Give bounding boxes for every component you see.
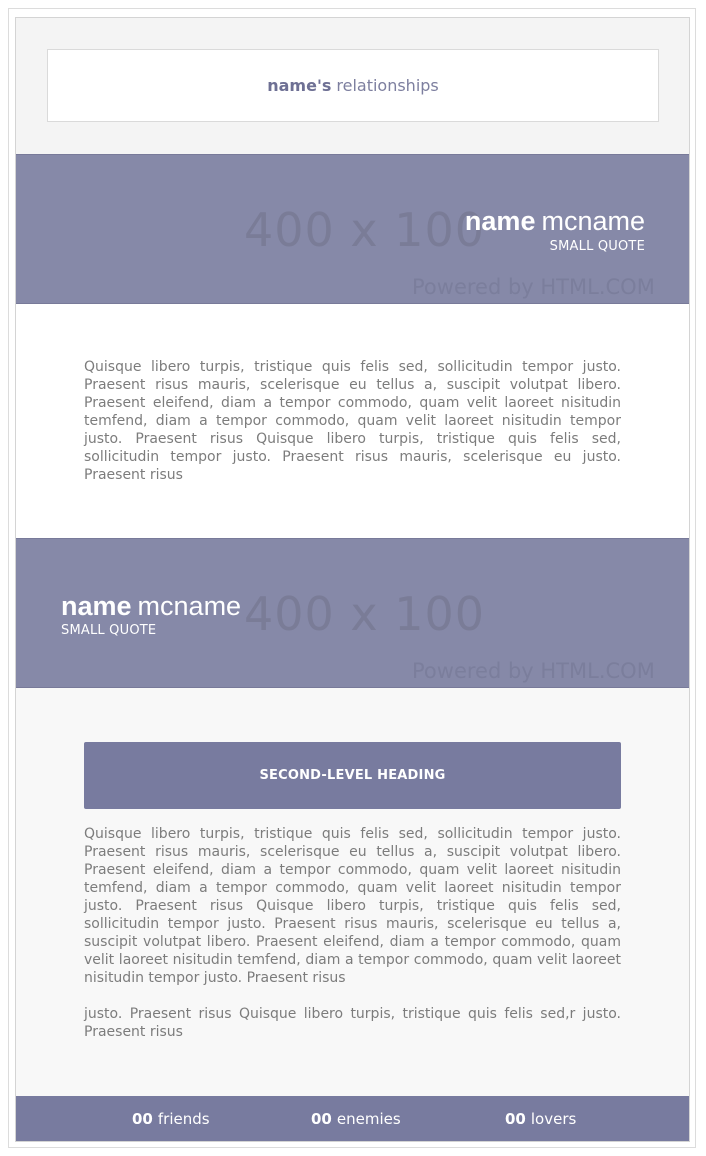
banner-person-name (61, 591, 241, 622)
image-placeholder-label: 400 x 100 (244, 587, 486, 641)
lovers-count: 00 (505, 1110, 526, 1128)
banner-person-name (465, 206, 645, 237)
stat-lovers (505, 1110, 576, 1128)
image-watermark: Powered by HTML.COM (412, 275, 655, 299)
banner-last-name: mcname (137, 591, 242, 621)
section-heading: SECOND-LEVEL HEADING (84, 742, 621, 809)
title-suffix: relationships (336, 76, 439, 95)
stat-friends (132, 1110, 210, 1128)
relationship-banner (15, 154, 690, 304)
stat-enemies (311, 1110, 401, 1128)
section-paragraph: Quisque libero turpis, tristique quis felis sed, sollicitudin tempor justo. Praesent risus mauris, scelerisque eu tellus a, suscipit volutpat libero. Praesent eleifend, diam a tempor commodo, quam velit laoreet nisitudin temfend, diam a tempor commodo, quam velit laoreet nisitudin tempor justo. Praesent risus Quisque libero turpis, tristique quis felis sed, sollicitudin tempor justo. Praesent risus mauris, scelerisque eu tellus a, suscipit volutpat libero. Praesent eleifend, diam a tempor commodo, quam velit laoreet nisitudin temfend, diam a tempor commodo, quam velit laoreet nisitudin tempor justo. Praesent risus (84, 826, 621, 986)
banner-last-name: mcname (541, 206, 645, 236)
section-paragraph: Quisque libero turpis, tristique quis felis sed, sollicitudin tempor justo. Praesent risus mauris, scelerisque eu tellus a, suscipit volutpat libero. Praesent eleifend, diam a tempor commodo, quam velit laoreet nisitudin temfend, diam a tempor commodo, quam velit laoreet nisitudin tempor justo. Praesent risus Quisque libero turpis, tristique quis felis sed, sollicitudin tempor justo. Praesent risus mauris, scelerisque eu justo. Praesent risus (84, 359, 621, 483)
title-owner-name: name's (267, 76, 332, 95)
relationship-banner (15, 538, 690, 688)
image-watermark: Powered by HTML.COM (412, 659, 655, 683)
enemies-count: 00 (311, 1110, 332, 1128)
banner-quote: SMALL QUOTE (61, 623, 157, 638)
enemies-label: enemies (336, 1110, 401, 1128)
section-paragraph: justo. Praesent risus Quisque libero turpis, tristique quis felis sed,r justo. Praesent risus (84, 1006, 621, 1040)
stats-bar (15, 1096, 690, 1142)
profile-card (15, 17, 690, 1142)
image-placeholder-label: 400 x 100 (244, 203, 486, 257)
relationship-section (16, 688, 689, 1096)
friends-count: 00 (132, 1110, 153, 1128)
banner-quote: SMALL QUOTE (549, 239, 645, 254)
page-title (47, 49, 659, 122)
relationship-section (16, 304, 689, 538)
banner-first-name: name (464, 206, 536, 236)
banner-first-name: name (61, 591, 132, 621)
lovers-label: lovers (530, 1110, 577, 1128)
friends-label: friends (157, 1110, 210, 1128)
